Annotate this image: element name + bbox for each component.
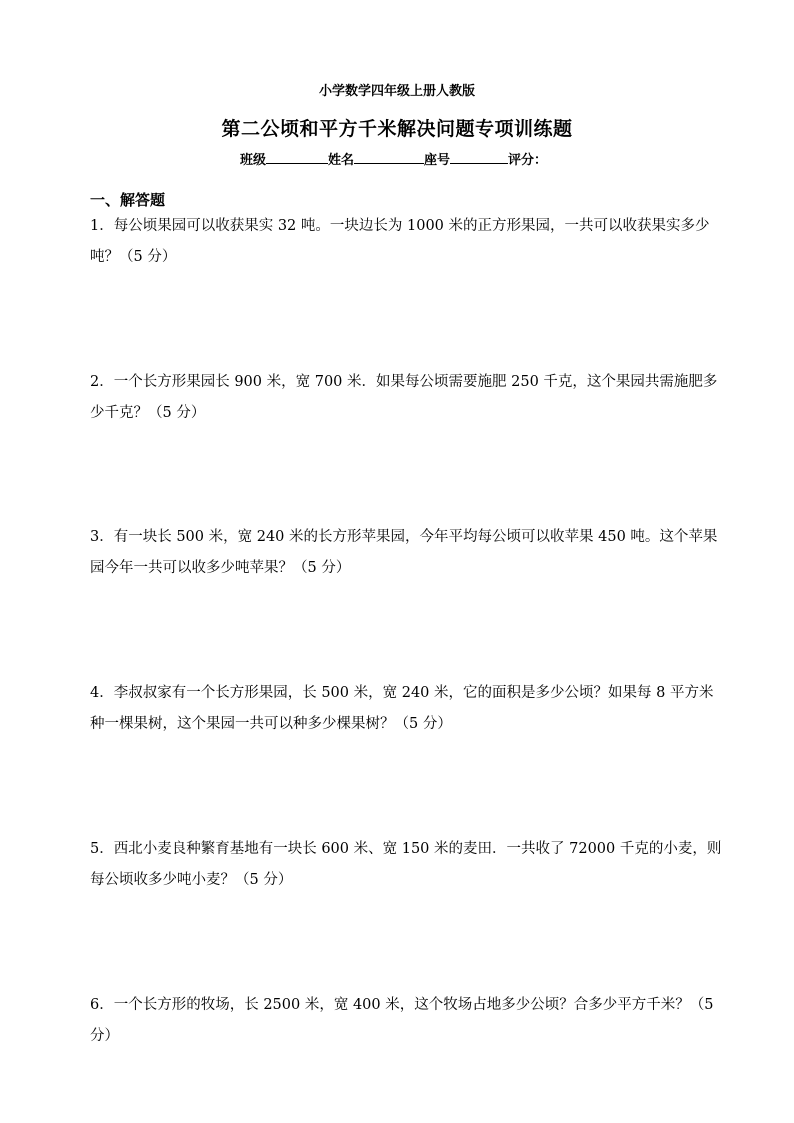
question-text-line: 4．李叔叔家有一个长方形果园，长 500 米，宽 240 米，它的面积是多少公顷？如果每 8 平方米	[90, 685, 714, 701]
question-text-line: 5．西北小麦良种繁育基地有一块长 600 米、宽 150 米的麦田．一共收了 72000 千克的小麦，则	[90, 841, 722, 857]
section-heading: 一、解答题	[90, 191, 166, 209]
question-text-line: 1．每公顷果园可以收获果实 32 吨。一块边长为 1000 米的正方形果园，一共可以收获果实多少	[90, 218, 710, 234]
seat-blank[interactable]	[450, 151, 508, 164]
score-label: 评分：	[508, 153, 548, 168]
question-4	[90, 678, 714, 740]
student-info-line	[240, 149, 547, 168]
name-blank[interactable]	[354, 151, 424, 164]
name-label: 姓名	[328, 153, 355, 168]
question-2	[90, 367, 718, 429]
question-text-line: 每公顷收多少吨小麦？（5 分）	[90, 872, 293, 888]
question-text-line: 种一棵果树，这个果园一共可以种多少棵果树？（5 分）	[90, 716, 452, 732]
question-text-line: 6．一个长方形的牧场，长 2500 米，宽 400 米，这个牧场占地多少公顷？合多少平方千米？（5	[90, 997, 714, 1013]
question-text-line: 3．有一块长 500 米，宽 240 米的长方形苹果园，今年平均每公顷可以收苹果 450 吨。这个苹果	[90, 529, 718, 545]
question-3	[90, 522, 718, 584]
question-text-line: 少千克？（5 分）	[90, 405, 206, 421]
question-6	[90, 990, 714, 1052]
question-text-line: 园今年一共可以收多少吨苹果？（5 分）	[90, 560, 351, 576]
seat-label: 座号	[424, 153, 451, 168]
question-text-line: 2．一个长方形果园长 900 米，宽 700 米．如果每公顷需要施肥 250 千克，这个果园共需施肥多	[90, 374, 718, 390]
question-1	[90, 211, 710, 273]
header-subtitle: 小学数学四年级上册人教版	[318, 84, 475, 99]
class-blank[interactable]	[266, 151, 328, 164]
question-5	[90, 834, 722, 896]
question-text-line: 吨？（5 分）	[90, 249, 177, 265]
question-text-line: 分）	[90, 1028, 119, 1044]
class-label: 班级	[240, 153, 267, 168]
page-title: 第二公顷和平方千米解决问题专项训练题	[221, 118, 573, 140]
